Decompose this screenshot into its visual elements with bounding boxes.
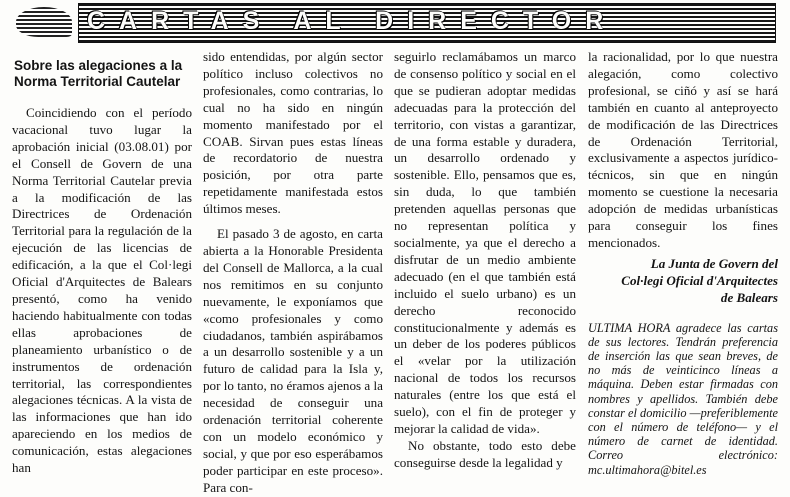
letter-signature — [588, 256, 778, 307]
crest-logo — [14, 5, 76, 41]
paragraph: la racionalidad, por lo que nuestra alegación, como colectivo profesional, se ciñó y así se hará también en cuanto al anteproyecto de modificación de las Directrices de Ordenación Territorial, exclusivamente a aspectos jurídico-técnicos, sin que en ningún momento se cuestione la necesaria adopción de medidas urbanísticas para conseguir los fines mencionados. — [588, 49, 778, 250]
signature-line: Col·legi Oficial d'Arquitectes — [621, 272, 778, 288]
paragraph: sido entendidas, por algún sector político incluso colectivos no profesionales, como contrarias, lo cual no ha sido en ningún momento manifestado por el COAB. Sirvan pues estas líneas de recordatorio de nuestra posición, por otra parte repetidamente manifestada estos últimos meses. — [203, 49, 383, 217]
section-title: CARTAS AL DIRECTOR — [87, 7, 618, 35]
column-1 — [12, 52, 192, 477]
column-3 — [394, 49, 576, 472]
column-4 — [588, 49, 778, 477]
section-banner — [78, 3, 776, 43]
column-2 — [203, 49, 383, 497]
section-masthead — [14, 3, 776, 43]
signature-line: La Junta de Govern del — [650, 255, 778, 271]
signature-line: de Balears — [720, 289, 778, 305]
paragraph: El pasado 3 de agosto, en carta abierta a la Honorable Presidenta del Consell de Mallorca, a la cual nos remitimos en su conjunto nuevamente, le exponíamos que «como profesionales y como ciudadanos, también aspirábamos a un desarrollo sostenible y a un futuro de calidad para la Isla y, por lo tanto, no éramos ajenos a la necesidad de conseguir una ordenación territorial coherente con un modelo económico y social, y que por eso esperábamos poder participar en este proceso». Para con- — [203, 226, 383, 495]
paragraph: seguirlo reclamábamos un marco de consenso político y social en el que se pudieran adoptar medidas adecuadas para la protección del territorio, con vistas a garantizar, de una forma estable y duradera, un desarrollo ordenado y sostenible. Ello, pensamos que es, sin duda, lo que también pretenden aquellas personas que no representan política y socialmente, ya que el derecho a disfrutar de un medio ambiente adecuado (en el que también está incluido el suelo urbano) es un derecho reconocido constitucionalmente y además es un deber de los poderes públicos el «velar por la utilización nacional de todos los recursos naturales (entre los que está el suelo), con el fin de proteger y mejorar la calidad de vida». — [394, 49, 576, 436]
article-headline: Sobre las alegaciones a la Norma Territorial Cautelar — [14, 58, 183, 89]
paragraph: Coincidiendo con el período vacacional tuvo lugar la aprobación inicial (03.08.01) por el Consell de Govern de una Norma Territorial Cautelar previa a la modificación de las Directrices de Ordenación Territorial para la regulación de la ejecución de las licencias de edificación, a la que el Col·legi Oficial d'Arquitectes de Balears presentó, como ha venido haciendo habitualmente con todas ellas aprobaciones de planeamiento urbanístico o de instrumentos de ordenación territorial, las correspondientes alegaciones técnicas. A la vista de las informaciones que han ido apareciendo en los medios de comunicación, estas alegaciones han — [12, 105, 192, 476]
paragraph: No obstante, todo esto debe conseguirse desde la legalidad y — [394, 437, 576, 470]
editor-note: ULTIMA HORA agradece las cartas de sus lectores. Tendrán preferencia de inserción las que sean breves, de no más de veinticinco líneas a máquina. Deben estar firmadas con nombres y apellidos. También debe constar el domicilio —preferiblemente con el número de teléfono— y el número de carnet de identidad. Correo electrónico: mc.ultimahora@bitel.es — [588, 320, 778, 477]
